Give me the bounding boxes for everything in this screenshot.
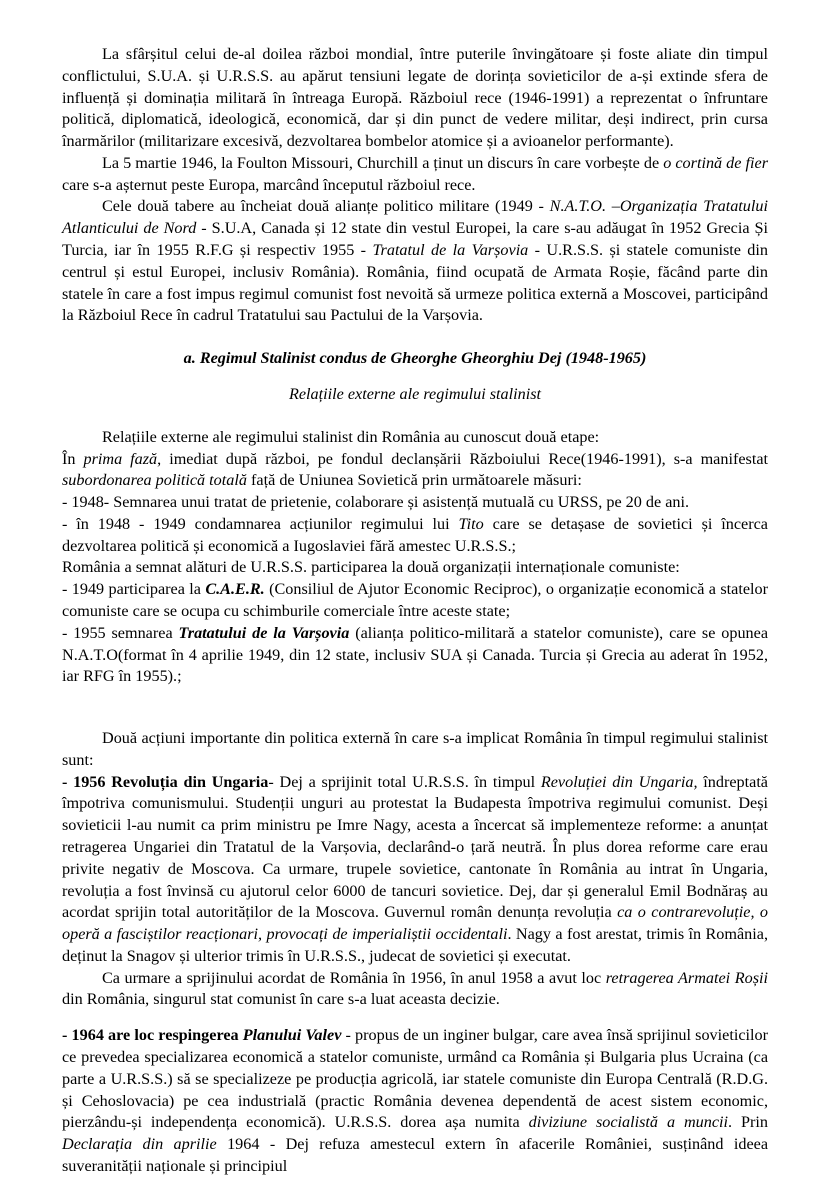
- text-run-italic: retragerea Armatei Roșii: [605, 968, 768, 987]
- text-run-italic: Revoluției din Ungaria,: [540, 772, 698, 791]
- text-run: . Nagy a fost arestat, trimis în România, deținut la Snagov și ulterior trimis în U.R.S.S., judecat de sovietici și executat.: [62, 925, 768, 965]
- text-run-bold-italic: Tratatului de la Varșovia: [178, 623, 350, 642]
- list-item-warsaw-pact: [62, 623, 768, 688]
- paragraph-churchill-iron-curtain: [62, 153, 768, 197]
- text-run-italic: Tratatul de la Varșovia: [372, 241, 529, 260]
- text-run-bold: - 1964 are loc respingerea: [62, 1026, 243, 1045]
- text-run-italic: ca o contrarevoluție, o operă a fasciștilor reacționari, provocați de imperialiștii occidentali: [62, 903, 768, 944]
- text-run: - propus de un inginer bulgar, care avea însă sprijinul sovieticilor ce prevedea specializarea economică a statelor comuniste, urmând ca România și Bulgaria plus Ucraina (ca parte a U.R.S.S.) să se specializeze pe producția agricolă, iar statele comuniste din Europa Centrală (R.D.G. și Cehoslovacia) pe cea industrială (practic România devenea dependentă de acest sistem economic, pierzându-și independența economică). U.R.S.S. dorea așa numita: [62, 1026, 768, 1132]
- text-run: (alianța politico-militară a statelor comuniste), care se opunea N.A.T.O(format în 4 aprilie 1949, din 12 state, inclusiv SUA și Canada. Turcia și Grecia au aderat în 1952, iar RFG în 1955).;: [62, 623, 768, 686]
- paragraph-first-phase: [62, 449, 768, 493]
- text-run: (Consiliul de Ajutor Economic Reciproc), o organizație economică a statelor comuniste care se ocupa cu schimburile comerciale între aceste state;: [62, 580, 768, 620]
- text-run: din România, singurul stat comunist în care s-a luat aceasta decizie.: [62, 990, 500, 1009]
- text-run-italic: N.A.T.O. –Organizația Tratatului Atlanticului de Nord: [62, 197, 768, 238]
- text-run: 1964 - Dej refuza amestecul extern în afacerile României, susținând ideea suveranității naționale și principiul: [62, 1135, 769, 1175]
- spacer: [62, 1011, 768, 1025]
- text-run-bold-italic: Planului Valev: [242, 1026, 342, 1045]
- paragraph-1958-red-army-withdrawal: [62, 968, 768, 1012]
- text-run-italic: Declarația din aprilie: [62, 1135, 217, 1154]
- paragraph-two-stages: [62, 427, 768, 449]
- paragraph-two-important-actions: [62, 728, 768, 772]
- paragraph-1964-valev-plan: [62, 1025, 768, 1177]
- heading-section-a: a. Regimul Stalinist condus de Gheorghe Gheorghiu Dej (1948-1965): [183, 349, 647, 368]
- text-run: - în 1948 - 1949 condamnarea acțiunilor regimului lui: [62, 514, 459, 533]
- text-run: - 1949 participarea la: [62, 580, 206, 599]
- text-run: care s-a așternut peste Europa, marcând începutul războiul rece.: [62, 175, 476, 194]
- list-item-1948-treaty: [62, 492, 768, 514]
- text-run-bold: - 1956 Revoluția din Ungaria: [62, 772, 269, 791]
- text-run-italic: subordonarea politică totală: [62, 471, 247, 490]
- text-run: - S.U.A, Canada și 12 state din vestul Europei, la care s-au adăugat în 1952 Grecia Și Turcia, iar în 1955 R.F.G și respectiv 1955 -: [62, 219, 768, 260]
- text-run: îndreptată împotriva comunismului. Studenții unguri au protestat la Budapesta împotriva regimului comunist. Deși sovieticii l-au numit ca prim ministru pe Imre Nagy, acesta a încercat să implementeze reforme: a anunțat retragerea Ungariei din Tratatul de la Varșovia, declarând-o țară neutră. În plus dorea reforme care erau privite negativ de Moscova. Ca urmare, trupele sovietice, cantonate în România au intrat în Ungaria, revoluția a fost învinsă cu ajutorul celor 6000 de tancuri sovietice. Dej, dar și generalul Emil Bodnăraș au acordat sprijin total autorităților de la Moscova. Guvernul român denunța revoluția: [62, 772, 768, 922]
- text-run: Relațiile externe ale regimului stalinist din România au cunoscut două etape:: [102, 427, 600, 446]
- list-item-tito-condemnation: [62, 514, 768, 558]
- text-run: . Prin: [728, 1113, 768, 1132]
- text-run: față de Uniunea Sovietică prin următoarele măsuri:: [246, 471, 582, 490]
- document-body: [62, 44, 768, 1178]
- spacer: [62, 406, 768, 427]
- text-run-italic: prima fază: [83, 449, 158, 468]
- text-run: În: [62, 449, 84, 468]
- text-run: La sfârșitul celui de-al doilea război mondial, între puterile învingătoare și foste aliate din timpul conflictului, S.U.A. și U.R.S.S. au apărut tensiuni legate de dorința sovieticilor de a-și extinde sfera de influență și dominația militară în întreaga Europă. Războiul rece (1946-1991) a reprezentat o înfruntare politică, diplomatică, ideologică, economică, dar și din punct de vedere militar, deși indirect, prin cursa înarmărilor (militarizare excesivă, dezvoltarea bombelor atomice și a avioanelor performante).: [62, 45, 768, 151]
- paragraph-intro-cold-war: [62, 44, 768, 153]
- text-run: Ca urmare a sprijinului acordat de România în 1956, în anul 1958 a avut loc: [102, 968, 606, 987]
- text-run: Două acțiuni importante din politica externă în care s-a implicat România în timpul regimului stalinist sunt:: [62, 729, 768, 769]
- text-run: Cele două tabere au încheiat două alianțe politico militare (1949 -: [102, 197, 550, 216]
- spacer: [62, 327, 768, 348]
- text-run-italic: diviziune socialistă a muncii: [528, 1113, 729, 1132]
- text-run: - U.R.S.S. și statele comuniste din centrul și estul Europei, inclusiv România). România, fiind ocupată de Armata Roșie, făcând parte din statele în care a fost impus regimul comunist fost nevoită să urmeze politica externă a Moscovei, participând la Războiul Rece în cadrul Tratatului sau Pactului de la Varșovia.: [62, 241, 768, 325]
- list-item-caer: [62, 579, 768, 623]
- text-run: România a semnat alături de U.R.S.S. participarea la două organizații internaționale comuniste:: [62, 558, 680, 577]
- text-run-italic: Tito: [458, 514, 484, 533]
- paragraph-two-organizations: [62, 557, 768, 579]
- text-run: care se detașase de sovietici și încerca dezvoltarea politică și economică a Iugoslaviei fără amestec U.R.S.S.;: [62, 514, 768, 555]
- heading-subsection-external-relations: Relațiile externe ale regimului stalinist: [288, 384, 542, 403]
- spacer: [62, 370, 768, 384]
- text-run-italic: o cortină de fier: [663, 153, 768, 172]
- spacer: [62, 688, 768, 728]
- text-run-bold-italic: C.A.E.R.: [205, 580, 265, 599]
- paragraph-military-alliances: [62, 196, 768, 327]
- text-run: , imediat după război, pe fondul declanșării Războiului Rece(1946-1991), s-a manifestat: [157, 449, 768, 468]
- text-run: - 1955 semnarea: [62, 623, 179, 642]
- paragraph-1956-hungarian-revolution: [62, 772, 768, 968]
- text-run: - Dej a sprijinit total U.R.S.S. în timpul: [268, 772, 541, 791]
- text-run: La 5 martie 1946, la Foulton Missouri, Churchill a ținut un discurs în care vorbește de: [102, 153, 664, 172]
- text-run: - 1948- Semnarea unui tratat de prietenie, colaborare și asistență mutuală cu URSS, pe 20 de ani.: [62, 493, 690, 512]
